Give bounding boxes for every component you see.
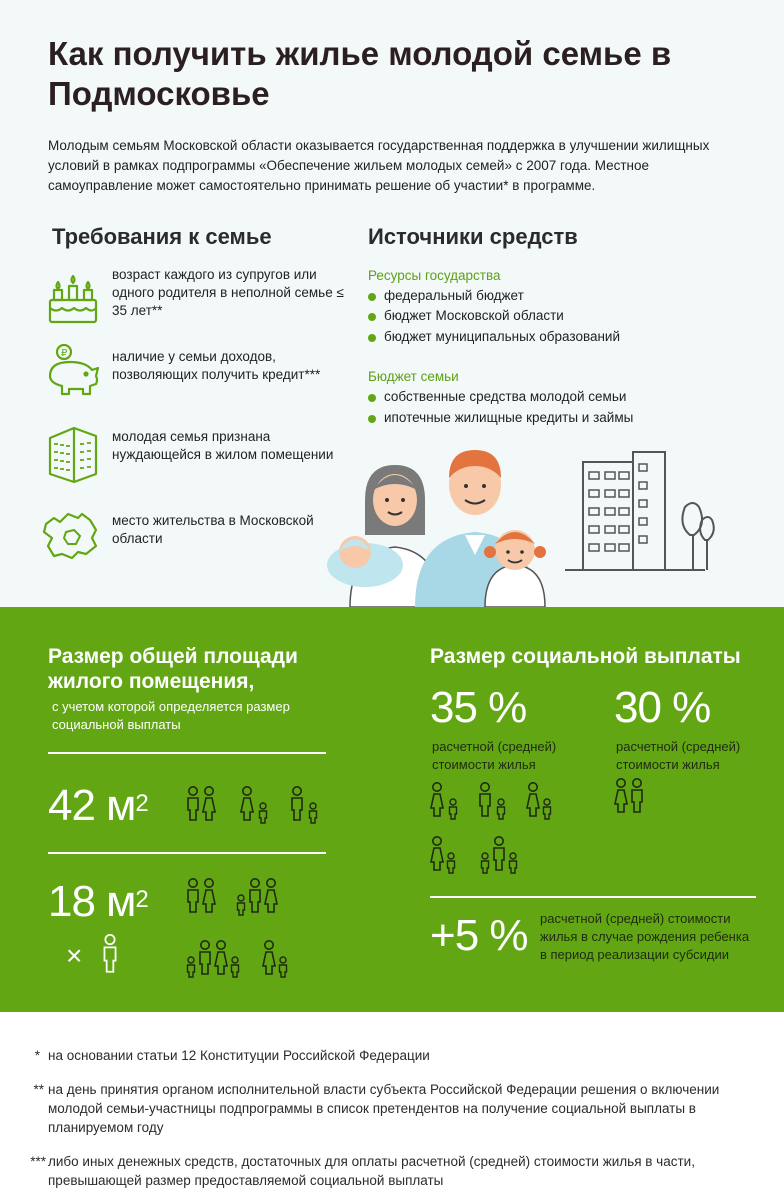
area-42-value: 42 м: [48, 781, 136, 830]
requirement-residence: [40, 504, 360, 568]
footnote-star: ***: [30, 1154, 46, 1169]
area-42-sup: 2: [135, 790, 148, 817]
family-icons-42: [186, 782, 326, 833]
sources-heading: Источники средств: [368, 224, 578, 249]
piggy-bank-icon: [40, 342, 104, 406]
family-icon: [186, 874, 326, 984]
requirement-residence-text: место жительства в Московской области: [112, 513, 314, 546]
footnote-star: **: [33, 1082, 44, 1097]
intro-text: Молодым семьям Московской области оказывается государственная поддержка в улучшении жилищных условий в рамках подпрограммы «Обеспечение жильем молодых семей» с 2007 года. Местное самоуправление может самостоятельно принимать решение об участии* в программе.: [48, 138, 710, 193]
sources-state-item: федеральный бюджет: [368, 288, 524, 303]
requirements-heading: Требования к семье: [52, 224, 272, 249]
family-illustration: [325, 440, 765, 607]
requirement-income-text: наличие у семьи доходов, позволяющих получить кредит***: [112, 349, 321, 382]
multiplier-sign: ×: [66, 940, 83, 971]
requirement-housing-text: молодая семья признана нуждающейся в жилом помещении: [112, 429, 334, 462]
payment-c-text: расчетной (средней) стоимости жилья в случае рождения ребенка в период реализации субсидии: [540, 911, 750, 962]
requirement-age: [40, 266, 360, 330]
family-icons-18: [186, 874, 326, 989]
sources-family-item: собственные средства молодой семьи: [368, 389, 626, 404]
area-18-sup: 2: [135, 886, 148, 913]
divider: [48, 852, 326, 854]
payment-a-value: 35 %: [430, 683, 527, 732]
sources-family-title: Бюджет семьи: [368, 369, 459, 384]
payment-a-text: расчетной (средней) стоимости жилья: [432, 739, 557, 772]
requirement-housing: [40, 420, 360, 484]
family-icons-35: [430, 778, 570, 887]
footnote-star: *: [34, 1048, 40, 1063]
area-subheading: с учетом которой определяется размер социальной выплаты: [52, 699, 290, 732]
cake-icon: [40, 266, 104, 330]
payment-b-value: 30 %: [614, 683, 711, 732]
area-42: [48, 782, 148, 830]
payment-heading: Размер социальной выплаты: [430, 645, 741, 668]
footnote-text: на день принятия органом исполнительной власти субъекта Российской Федерации решения о включении молодой семьи-участницы подпрограммы в список претендентов на получение социальной выплаты в планируемом году: [48, 1082, 720, 1135]
sources-state-item: бюджет Московской области: [368, 308, 564, 323]
person-icon: [102, 934, 118, 974]
requirement-age-text: возраст каждого из супругов или одного родителя в неполной семье ≤ 35 лет**: [112, 267, 344, 318]
requirement-income: [40, 342, 360, 406]
sources-state-item: бюджет муниципальных образований: [368, 329, 620, 344]
family-icon: [430, 778, 570, 882]
payment-b-text: расчетной (средней) стоимости жилья: [616, 739, 741, 772]
family-icon: [186, 782, 326, 828]
area-heading: Размер общей площади жилого помещения,: [48, 645, 298, 693]
payment-c-value: +5 %: [430, 911, 528, 960]
sources-family-item: ипотечные жилищные кредиты и займы: [368, 410, 633, 425]
family-icons-30: [614, 774, 654, 823]
divider: [430, 896, 756, 898]
area-18: [48, 878, 148, 926]
area-18-value: 18 м: [48, 877, 136, 926]
page-title: Как получить жилье молодой семье в Подмосковье: [48, 35, 672, 112]
apartment-building-icon: [565, 452, 714, 570]
sources-state-title: Ресурсы государства: [368, 268, 501, 283]
footnote-text: либо иных денежных средств, достаточных для оплаты расчетной (средней) стоимости жилья в части, превышающей размер предоставляемой социальной выплаты: [48, 1154, 695, 1188]
footnote-text: на основании статьи 12 Конституции Российской Федерации: [48, 1048, 430, 1063]
divider: [48, 752, 326, 754]
region-map-icon: [40, 504, 104, 568]
family-icon: [614, 774, 654, 818]
building-icon: [40, 420, 104, 484]
svg-text:₽: ₽: [61, 348, 68, 359]
